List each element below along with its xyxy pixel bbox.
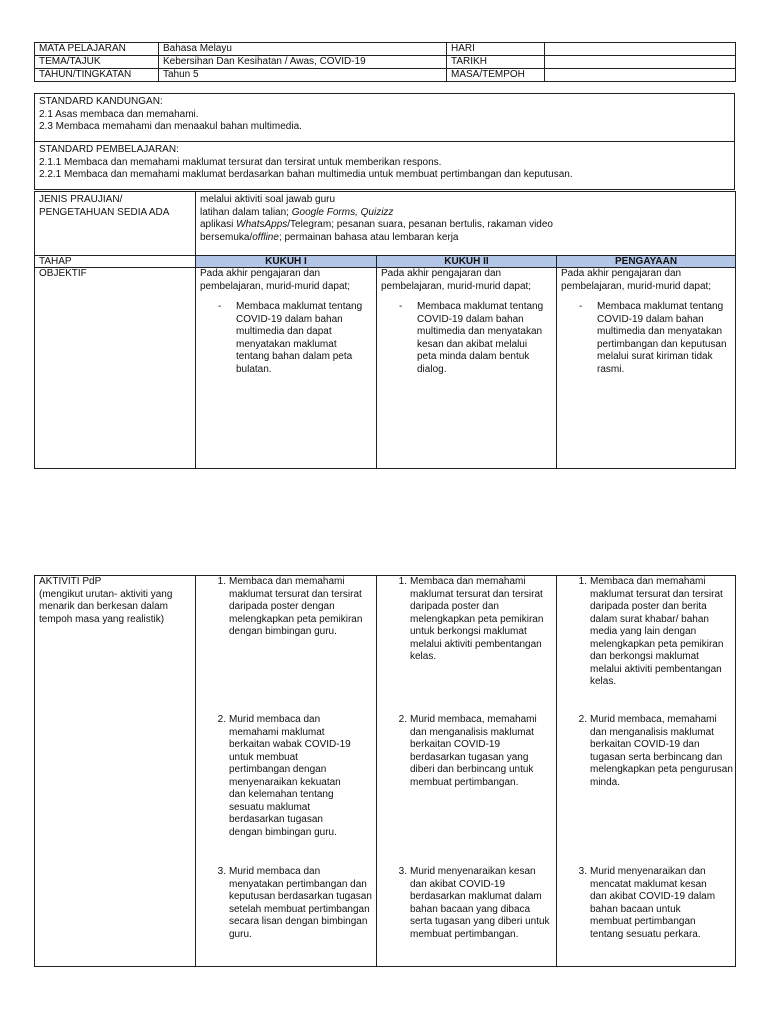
standard-kandungan-line: 2.3 Membaca memahami dan menaakul bahan multimedia. (39, 121, 302, 132)
objektif-intro: Pada akhir pengajaran dan pembelajaran, murid-murid dapat; (381, 268, 532, 292)
praujian-line (200, 232, 731, 245)
aktiviti-cell-kukuh-1 (196, 576, 377, 967)
aktiviti-item-text: Murid menyenaraikan dan mencatat maklumat kesan dan akibat COVID-19 dalam bahan bacaan untuk membuat pertimbangan tentang sesuatu perkara. (590, 866, 716, 940)
praujian-text: /Telegram; pesanan suara, pesanan bertulis, rakaman video (287, 219, 553, 230)
aktiviti-item (212, 866, 372, 941)
standard-pembelajaran-box (34, 141, 735, 190)
aktiviti-item-text: Murid membaca, memahami dan menganalisis maklumat berkaitan COVID-19 berdasarkan tugasan yang diberi dan berbincang untuk membuat pertimbangan. (410, 714, 537, 788)
objektif-cell-kukuh-1 (196, 268, 377, 469)
mata-pelajaran-label: MATA PELAJARAN (35, 43, 159, 56)
praujian-label (35, 192, 196, 256)
aktiviti-item (573, 576, 733, 689)
aktiviti-cell-pengayaan (557, 576, 736, 967)
objektif-item (561, 301, 731, 376)
aktiviti-item-number: 3. (217, 866, 226, 877)
aktiviti-item-number: 3. (398, 866, 407, 877)
aktiviti-table (34, 575, 736, 967)
aktiviti-item (393, 576, 551, 664)
tahap-row (35, 256, 736, 268)
aktiviti-item-text: Murid membaca dan menyatakan pertimbangan dan keputusan berdasarkan tugasan setelah membuat pertimbangan secara lisan dengan bimbingan guru. (229, 866, 372, 940)
praujian-label-line: PENGETAHUAN SEDIA ADA (39, 206, 170, 218)
aktiviti-item-number: 2. (398, 714, 407, 725)
standard-kandungan-line: 2.1 Asas membaca dan memahami. (39, 108, 199, 120)
aktiviti-item-text: Membaca dan memahami maklumat tersurat dan tersirat daripada poster dan melengkapkan peta pemikiran untuk berkongsi maklumat melalui aktiviti pembentangan kelas. (410, 576, 544, 662)
aktiviti-item (212, 576, 370, 639)
aktiviti-label-note: (mengikut urutan- aktiviti yang menarik dan berkesan dalam tempoh masa yang realistik) (39, 588, 173, 625)
objektif-item (381, 301, 552, 376)
header-row (35, 69, 736, 82)
objektif-cell-pengayaan (557, 268, 736, 469)
standard-pembelajaran-line: 2.1.1 Membaca dan memahami maklumat tersurat dan tersirat untuk memberikan respons. (39, 156, 442, 168)
aktiviti-item-text: Murid membaca, memahami dan menganalisis maklumat berkaitan COVID-19 dan tugasan serta berbincang dan melengkapkan peta pengurusan minda. (590, 714, 733, 788)
aktiviti-item-number: 1. (398, 576, 407, 587)
standard-pembelajaran-title: STANDARD PEMBELAJARAN: (39, 144, 179, 155)
masa-tempoh-value (545, 69, 736, 82)
objektif-item-text: Membaca maklumat tentang COVID-19 dalam bahan multimedia dan menyatakan kesan dan akibat melalui peta minda dalam bentuk dialog. (417, 301, 544, 375)
standard-kandungan-box (34, 93, 735, 142)
objektif-intro: Pada akhir pengajaran dan pembelajaran, murid-murid dapat; (561, 268, 712, 292)
praujian-text-italic: WhatsApps (236, 219, 288, 230)
praujian-line (200, 219, 731, 232)
hari-value (545, 43, 736, 56)
objektif-item-text: Membaca maklumat tentang COVID-19 dalam bahan multimedia dan menyatakan pertimbangan dan keputusan melalui surat kiriman tidak rasmi. (597, 301, 727, 375)
tahun-tingkatan-label: TAHUN/TINGKATAN (35, 69, 159, 82)
praujian-text: latihan dalam talian; (200, 206, 292, 218)
aktiviti-item-number: 3. (578, 866, 587, 877)
tarikh-value (545, 56, 736, 69)
aktiviti-item-number: 2. (578, 714, 587, 725)
praujian-content (196, 192, 736, 256)
aktiviti-item (573, 714, 733, 789)
praujian-text-italic: Google Forms, Quizizz (291, 206, 394, 218)
kukuh-1-header: KUKUH I (196, 256, 377, 268)
header-table (34, 42, 736, 82)
dash-bullet: - (399, 301, 403, 312)
objektif-item (200, 301, 372, 376)
aktiviti-label-title: AKTIVITI PdP (39, 576, 102, 587)
objektif-row (35, 268, 736, 469)
hari-label: HARI (447, 43, 545, 56)
praujian-text-italic: offline (252, 231, 279, 243)
aktiviti-item-text: Murid membaca dan memahami maklumat berkaitan wabak COVID-19 untuk membuat pertimbangan dengan menyenaraikan kekuatan dan kelemahan tentang sesuatu maklumat berdasarkan tugasan dengan bimbingan guru. (229, 714, 351, 838)
objektif-item-text: Membaca maklumat tentang COVID-19 dalam bahan multimedia dan dapat menyatakan maklumat tentang bahan dalam peta bulatan. (236, 301, 363, 375)
masa-tempoh-label: MASA/TEMPOH (447, 69, 545, 82)
praujian-line: melalui aktiviti soal jawab guru (200, 194, 336, 205)
dash-bullet: - (579, 301, 583, 312)
tarikh-label: TARIKH (447, 56, 545, 69)
standard-pembelajaran-line: 2.2.1 Membaca dan memahami maklumat berdasarkan bahan multimedia untuk membuat pertimbangan dan keputusan. (39, 169, 573, 180)
praujian-row (35, 192, 736, 256)
aktiviti-row (35, 576, 736, 967)
praujian-text: aplikasi (200, 219, 237, 230)
aktiviti-item (573, 866, 723, 941)
aktiviti-item-number: 2. (217, 714, 226, 725)
tema-tajuk-value: Kebersihan Dan Kesihatan / Awas, COVID-19 (159, 56, 447, 69)
mata-pelajaran-value: Bahasa Melayu (159, 43, 447, 56)
standard-kandungan-title: STANDARD KANDUNGAN: (39, 96, 163, 107)
aktiviti-item-text: Murid menyenaraikan kesan dan akibat COVID-19 berdasarkan maklumat dalam bahan bacaan yang dibaca serta tugasan yang diberi untuk membuat pertimbangan. (410, 866, 550, 940)
aktiviti-item-number: 1. (217, 576, 226, 587)
header-row (35, 56, 736, 69)
tahun-tingkatan-value: Tahun 5 (159, 69, 447, 82)
kukuh-2-header: KUKUH II (377, 256, 557, 268)
aktiviti-item-text: Membaca dan memahami maklumat tersurat dan tersirat daripada poster dengan melengkapkan peta pemikiran dengan bimbingan guru. (229, 576, 363, 637)
pengayaan-header: PENGAYAAN (557, 256, 736, 268)
aktiviti-item (393, 714, 553, 789)
aktiviti-label (35, 576, 196, 967)
praujian-text: ; permainan bahasa atau lembaran kerja (278, 231, 459, 243)
praujian-label-line: JENIS PRAUJIAN/ (39, 194, 123, 205)
aktiviti-item (212, 714, 352, 839)
aktiviti-cell-kukuh-2 (377, 576, 557, 967)
praujian-text: bersemuka/ (200, 231, 253, 243)
objektif-cell-kukuh-2 (377, 268, 557, 469)
praujian-line (200, 207, 731, 220)
tema-tajuk-label: TEMA/TAJUK (35, 56, 159, 69)
aktiviti-item-number: 1. (578, 576, 587, 587)
aktiviti-item (393, 866, 553, 941)
praujian-objektif-table (34, 191, 736, 469)
tahap-label: TAHAP (35, 256, 196, 268)
objektif-intro: Pada akhir pengajaran dan pembelajaran, murid-murid dapat; (200, 268, 351, 292)
header-row (35, 43, 736, 56)
aktiviti-item-text: Membaca dan memahami maklumat tersurat dan tersirat daripada poster dan berita dalam surat khabar/ bahan media yang lain dengan melengkapkan peta pemikiran dan berkongsi maklumat melalui aktiviti pembentangan kelas. (590, 576, 724, 687)
dash-bullet: - (218, 301, 222, 312)
objektif-label: OBJEKTIF (35, 268, 196, 469)
